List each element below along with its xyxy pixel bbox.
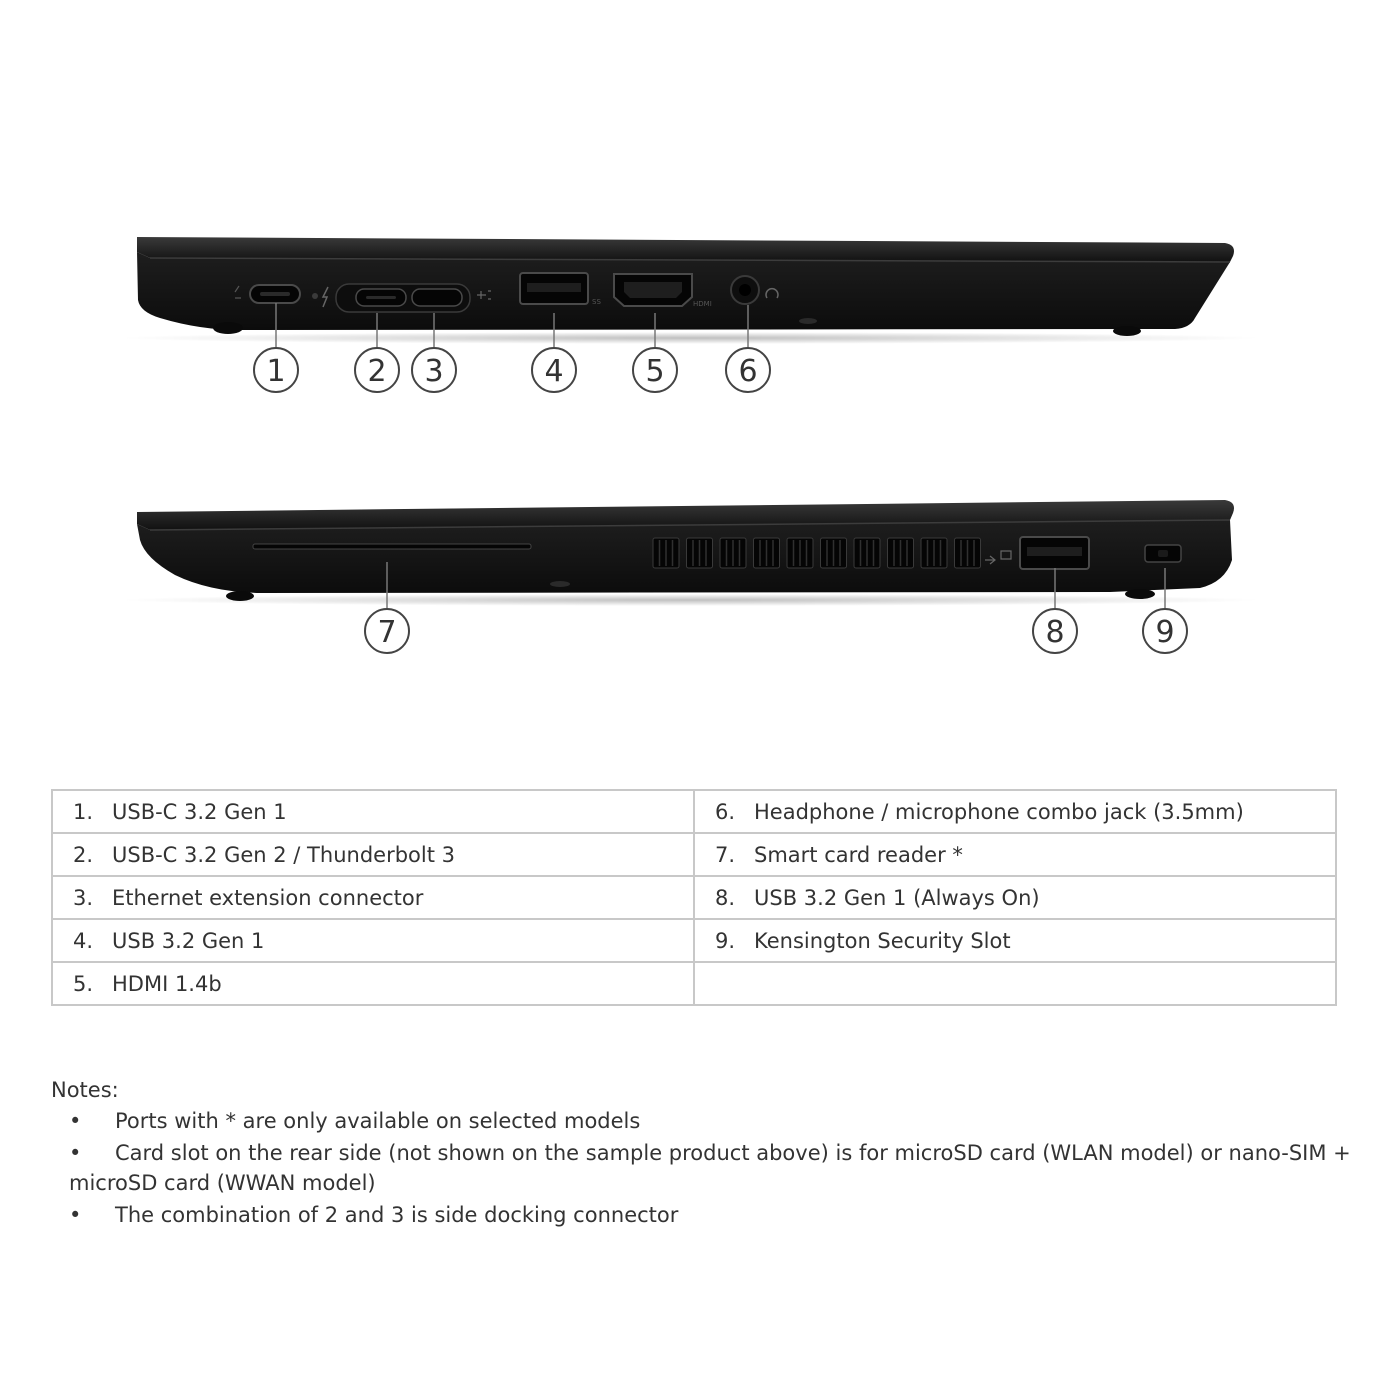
kensington-slot-9 [1145, 545, 1181, 562]
table-row [52, 962, 1336, 1005]
table-cell [52, 833, 694, 876]
bullet-icon: • [69, 1109, 82, 1133]
table-cell [694, 833, 1336, 876]
port-number: 6. [715, 799, 736, 824]
callout-number: 6 [738, 354, 758, 389]
port-number: 7. [715, 842, 736, 867]
table-row [52, 919, 1336, 962]
port-number: 4. [73, 928, 94, 953]
port-label: HDMI 1.4b [112, 971, 222, 996]
port-label: Kensington Security Slot [754, 928, 1011, 953]
ports-table [51, 789, 1337, 1006]
port-label: USB-C 3.2 Gen 2 / Thunderbolt 3 [112, 842, 455, 867]
port-label: USB-C 3.2 Gen 1 [112, 799, 287, 824]
table-cell [52, 876, 694, 919]
port-label: Headphone / microphone combo jack (3.5mm) [754, 799, 1244, 824]
port-number: 1. [73, 799, 94, 824]
table-row [52, 876, 1336, 919]
table-cell [694, 790, 1336, 833]
note-text: Ports with * are only available on selected models [115, 1109, 641, 1133]
port-number: 5. [73, 971, 94, 996]
port-label: Smart card reader * [754, 842, 963, 867]
bullet-icon: • [69, 1203, 82, 1227]
callout-number: 8 [1045, 615, 1065, 650]
side-docking-connector [336, 284, 470, 312]
notes-list [51, 1106, 1351, 1230]
port-number: 2. [73, 842, 94, 867]
table-row [52, 790, 1336, 833]
table-cell [694, 962, 1336, 1005]
callout-number: 1 [266, 354, 286, 389]
callout-number: 3 [424, 354, 444, 389]
table-cell [694, 876, 1336, 919]
table-cell [52, 919, 694, 962]
table-cell [52, 790, 694, 833]
port-label: USB 3.2 Gen 1 (Always On) [754, 885, 1040, 910]
callout-number: 9 [1155, 615, 1175, 650]
table-cell [52, 962, 694, 1005]
callout-number: 7 [377, 615, 397, 650]
smart-card-slot-7 [253, 544, 531, 549]
notes-title: Notes: [51, 1078, 119, 1102]
hdmi-mark: HDMI [693, 300, 712, 308]
note-item [51, 1200, 1351, 1230]
table-row [52, 833, 1336, 876]
usb-ss-mark: SS [592, 298, 601, 306]
bullet-icon: • [69, 1141, 82, 1165]
port-label: Ethernet extension connector [112, 885, 424, 910]
laptop-right-side [120, 500, 1260, 606]
callout-number: 5 [645, 354, 665, 389]
port-label: USB 3.2 Gen 1 [112, 928, 265, 953]
table-cell [694, 919, 1336, 962]
callout-number: 4 [544, 354, 564, 389]
port-number: 9. [715, 928, 736, 953]
charge-led-icon [312, 293, 318, 299]
note-item [51, 1106, 1351, 1136]
note-text: Card slot on the rear side (not shown on the sample product above) is for microSD card (WLAN model) or nano-SIM + microSD card (WWAN model) [69, 1141, 1351, 1195]
port-number: 8. [715, 885, 736, 910]
callout-number: 2 [367, 354, 387, 389]
ethernet-extension-port-3 [412, 289, 462, 306]
laptop-left-side [120, 237, 1260, 344]
port-number: 3. [73, 885, 94, 910]
notes-section [51, 1075, 1351, 1232]
note-item [51, 1138, 1351, 1198]
note-text: The combination of 2 and 3 is side docking connector [115, 1203, 679, 1227]
